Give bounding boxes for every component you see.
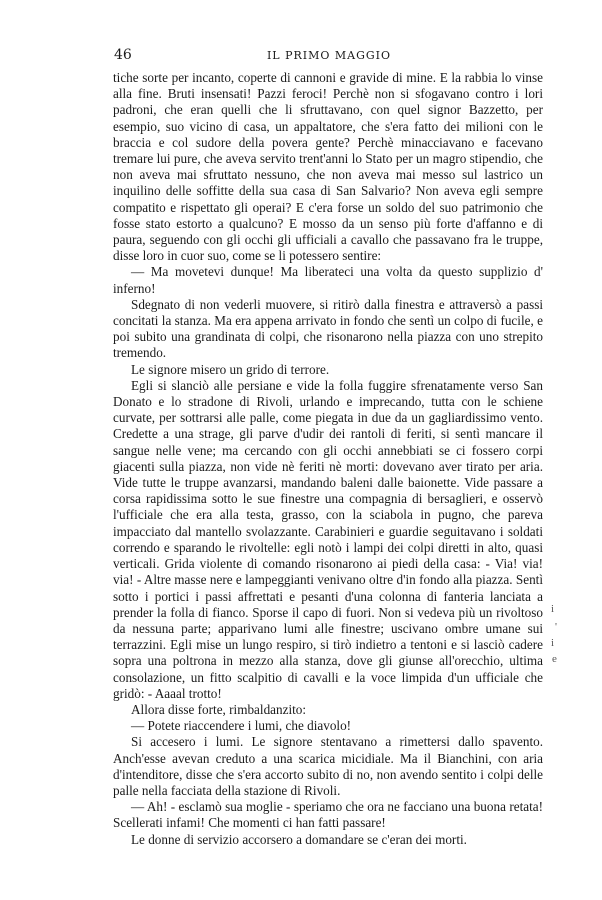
- paragraph: Le donne di servizio accorsero a domandare se c'eran dei morti.: [131, 831, 467, 847]
- paragraph: Sdegnato di non vederli muovere, si ritirò dalla finestra e attraversò a passi concitati la stanza. Ma era appena arrivato in fondo che sentì un colpo di fucile, e poi subito una grandinata di colpi, che risonarono nella piazza con uno strepito tremendo.: [113, 296, 543, 361]
- paragraph: — Ma movetevi dunque! Ma liberateci una volta da questo supplizio d' inferno!: [113, 264, 543, 296]
- page-header: [114, 47, 544, 65]
- paragraph: — Potete riaccendere i lumi, che diavolo!: [131, 718, 352, 734]
- paragraph: Allora disse forte, rimbaldanzito:: [131, 701, 307, 717]
- paragraph: Egli si slanciò alle persiane e vide la folla fuggire sfrenatamente verso San Donato e lo stradone di Rivoli, urlando e imprecando, tutta con le schiene curvate, per sottrarsi alle palle, come piegata in due da un gagliardissimo vento. Credette a una strage, gli parve d'udir dei rantoli di feriti, si sentì mancare il sangue nelle vene; ma cercando con gli occhi annebbiati se ci fossero corpi giacenti sulla piazza, non vide nè feriti nè morti: dovevano aver tirato per aria. Vide tutte le truppe avanzarsi, mandando baleni dalle baionette. Vide passare a corsa rapidissima sotto le sue finestre una compagnia di bersaglieri, e osservò l'ufficiale che era alla testa, grasso, con la sciabola in pugno, che pareva impacciato dal mantello svolazzante. Carabinieri e guardie seguitavano i soldati correndo e sparando le rivoltelle: egli notò i lampi dei colpi diretti in alto, quasi verticali. Grida violente di comando risonarono ai piedi della casa: - Via! via! via! - Altre masse nere e lampeggianti venivano oltre d'in fondo alla piazza. Sentì sotto i portici i passi affrettati e pesanti d'una colonna di fanteria lanciata a prender la folla di fianco. Sporse il capo di fuori. Non si vedeva più un rivoltoso da nessuna parte; apparivano lumi alle finestre; uscivano ombre umane sui terrazzini. Egli mise un lungo respiro, si tirò indietro a tentoni e si lasciò cadere sopra una poltrona in mezzo alla stanza, dove gli giunse all'orecchio, ultima consolazione, un fitto scalpitio di cavalli e la voce limpida d'un ufficiale che gridò: - Aaaal trotto!: [113, 377, 543, 701]
- margin-mark: i: [551, 637, 555, 649]
- paragraph: Le signore misero un grido di terrore.: [131, 361, 330, 377]
- page-number: 46: [114, 47, 132, 63]
- margin-mark: e: [552, 653, 557, 665]
- paragraph: tiche sorte per incanto, coperte di cannoni e gravide di mine. E la rabbia lo vinse alla fine. Bruti insensati! Pazzi feroci! Perchè non si sfogavano contro i lori padroni, che eran quelli che li sfruttavano, con quel signor Bazzetto, per esempio, suo vicino di casa, un appaltatore, che s'era fatto dei milioni con le braccia e col sudore della povera gente? Perchè minacciavano e facevano tremare lui pure, che aveva servito trent'anni lo Stato per un magro stipendio, che non aveva mai sfruttato nessuno, che non aveva mai messo sul lastrico un inquilino delle soffitte della sua casa di San Salvario? Non aveva egli sempre compatito e rispettato gli operai? E c'era forse un soldo del suo patrimonio che fosse stato estorto a qualcuno? E mosso da un senso più forte d'affanno e di paura, seguendo con gli occhi gli ufficiali a cavallo che passavano fra le truppe, disse loro in cuor suo, come se li potessero sentire:: [113, 70, 543, 264]
- body-text: [113, 70, 543, 848]
- margin-mark: i: [551, 603, 555, 615]
- paragraph: Si accesero i lumi. Le signore stentavano a rimettersi dallo spavento. Anch'esse avevan creduto a una scarica micidiale. Ma il Bianchini, con aria d'intenditore, disse che s'era accorto subito di no, non avendo sentito i colpi delle palle nella facciata della stazione di Rivoli.: [113, 734, 543, 798]
- margin-mark: ': [555, 621, 557, 633]
- running-title: IL PRIMO MAGGIO: [266, 49, 392, 62]
- paragraph: — Ah! - esclamò sua moglie - speriamo che ora ne facciano una buona retata! Scellerati infami! Che momenti ci han fatti passare!: [113, 799, 543, 831]
